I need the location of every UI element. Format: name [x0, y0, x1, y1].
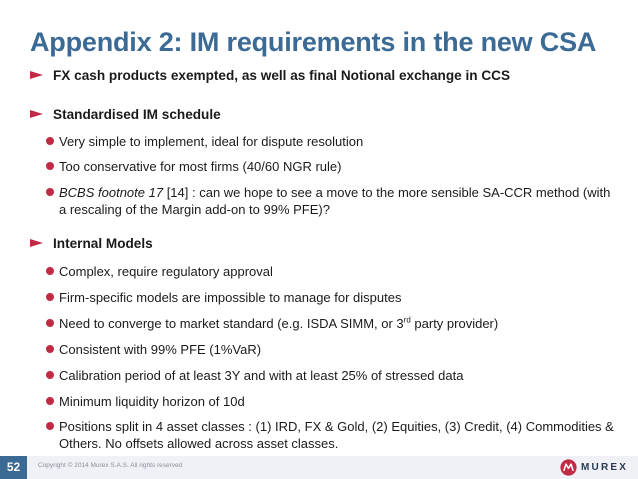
converge-superscript: rd [403, 315, 411, 325]
sub-bullet-bcbs [47, 184, 617, 218]
sub-bullet-text: Very simple to implement, ideal for dispute resolution [59, 134, 364, 149]
converge-text-a: Need to converge to market standard (e.g. ISDA SIMM, or 3 [59, 316, 404, 331]
copyright-notice: Copyright © 2014 Murex S.A.S. All rights reserved [38, 462, 183, 469]
dot-bullet-icon [46, 422, 54, 430]
sub-bullet-liquidity [47, 393, 617, 410]
sub-bullet-text: Too conservative for most firms (40/60 NGR rule) [59, 159, 342, 174]
dot-bullet-icon [46, 188, 54, 196]
sub-bullet-text: Positions split in 4 asset classes : (1) IRD, FX & Gold, (2) Equities, (3) Credit, (4) Commodities & Others. No offsets allowed across asset classes. [59, 419, 614, 451]
dot-bullet-icon [46, 397, 54, 405]
bullet-internal-models [30, 236, 153, 251]
bcbs-text: [14] : can we hope to see a move to the more sensible SA-CCR method (with a rescaling of the Margin add-on to 99% PFE)? [59, 185, 611, 217]
sub-bullet-text: Firm-specific models are impossible to manage for disputes [59, 290, 402, 305]
sub-bullet-complex [47, 263, 617, 280]
page-number: 52 [0, 456, 27, 479]
bullet-fx-exemption [30, 68, 510, 83]
sub-bullet-text [59, 315, 617, 332]
sub-bullet-firm-specific [47, 289, 617, 306]
sub-bullet-text: Minimum liquidity horizon of 10d [59, 394, 245, 409]
sub-bullet-consistent [47, 341, 617, 358]
arrow-bullet-icon [30, 239, 43, 247]
dot-bullet-icon [46, 345, 54, 353]
sub-bullet-calibration [47, 367, 617, 384]
bullet-standardised-label: Standardised IM schedule [53, 107, 221, 122]
sub-bullet-text: Complex, require regulatory approval [59, 264, 273, 279]
dot-bullet-icon [46, 293, 54, 301]
bullet-fx-label: FX cash products exempted, as well as final Notional exchange in CCS [53, 68, 511, 83]
sub-bullet-text [59, 184, 617, 218]
bcbs-footnote-reference: BCBS footnote 17 [59, 185, 164, 200]
sub-bullet-text: Calibration period of at least 3Y and with at least 25% of stressed data [59, 368, 464, 383]
sub-bullet-text: Consistent with 99% PFE (1%VaR) [59, 342, 262, 357]
bullet-standardised-schedule [30, 107, 221, 122]
sub-bullet-simple [47, 133, 617, 150]
arrow-bullet-icon [30, 110, 43, 118]
arrow-bullet-icon [30, 71, 43, 79]
slide-footer [0, 456, 638, 479]
converge-text-b: party provider) [410, 316, 499, 331]
sub-bullet-positions [47, 418, 617, 452]
dot-bullet-icon [46, 371, 54, 379]
dot-bullet-icon [46, 137, 54, 145]
sub-bullet-converge [47, 315, 617, 332]
dot-bullet-icon [46, 267, 54, 275]
murex-logo-mark-icon [560, 459, 577, 476]
dot-bullet-icon [46, 162, 54, 170]
slide-title: Appendix 2: IM requirements in the new CSA [30, 27, 597, 57]
dot-bullet-icon [46, 319, 54, 327]
sub-bullet-conservative [47, 158, 617, 175]
bullet-internal-label: Internal Models [53, 236, 153, 251]
murex-logo-text: MUREX [581, 462, 629, 473]
